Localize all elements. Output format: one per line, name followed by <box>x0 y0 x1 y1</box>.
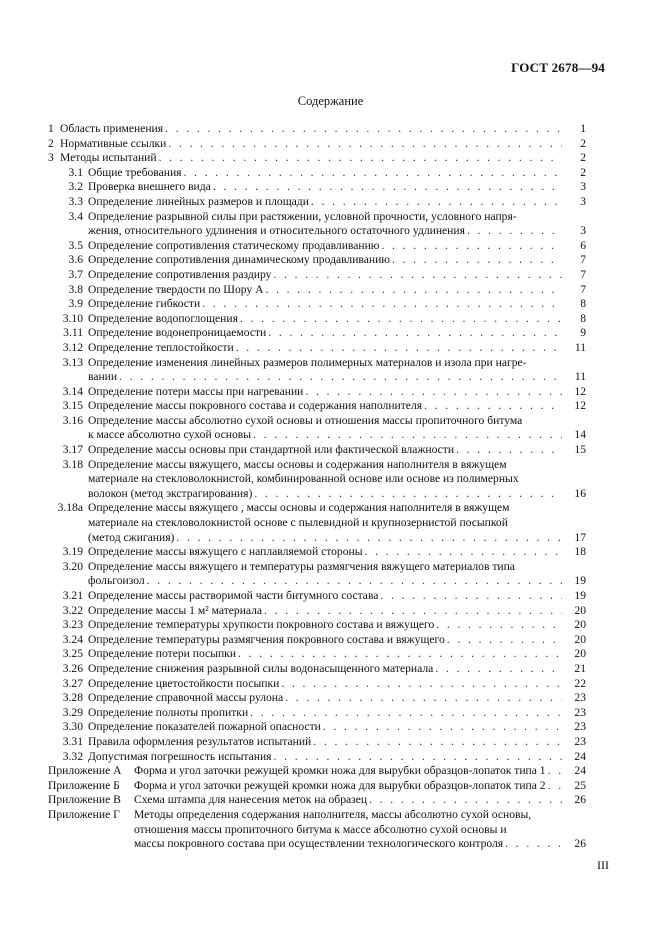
toc-entry-page: 24 <box>574 749 586 763</box>
toc-entry-number: 3.31 <box>62 734 83 748</box>
table-of-contents <box>48 122 586 852</box>
toc-entry <box>48 618 586 633</box>
toc-entry-number: 3.21 <box>62 589 83 602</box>
toc-entry <box>48 239 586 254</box>
toc-entry-page: 15 <box>574 443 586 457</box>
toc-entry-page: 2 <box>580 165 586 179</box>
toc-entry-text: Определение массы основы при стандартной или фактической влажности <box>88 443 455 457</box>
toc-entry-text: жения, относительного удлинения и относительного остаточного удлинения <box>88 224 465 238</box>
toc-entry-text: Определение температуры размягчения покровного состава и вяжущего <box>88 632 445 646</box>
toc-entry <box>48 151 586 166</box>
toc-entry-text: Общие требования <box>88 165 182 179</box>
toc-entry-text: Определение массы абсолютно сухой основы и отношения массы пропиточного битума <box>88 413 523 427</box>
toc-entry <box>48 545 586 560</box>
toc-entry-text: Определение водонепроницаемости <box>88 326 267 340</box>
toc-entry-page: 24 <box>574 764 586 778</box>
toc-entry-number: 2 <box>48 136 54 150</box>
toc-entry-text: к массе абсолютно сухой основы <box>88 428 252 442</box>
toc-entry <box>48 793 586 808</box>
toc-entry-page: 23 <box>574 691 586 705</box>
toc-entry-text: Определение гибкости <box>88 297 201 311</box>
toc-entry-page: 19 <box>574 589 586 602</box>
toc-entry-text: Определение изменения линейных размеров полимерных материалов и изола при нагре- <box>88 355 527 369</box>
toc-entry-number: 3.16 <box>62 413 83 427</box>
dot-leader <box>264 604 562 619</box>
toc-entry <box>48 312 586 327</box>
toc-entry-text: Определение массы растворимой части битумного состава <box>88 589 379 602</box>
dot-leader <box>184 166 562 181</box>
toc-entry-text: Нормативные ссылки <box>60 136 167 150</box>
toc-entry-text: Определение массы 1 м² материала <box>88 603 263 617</box>
toc-entry-page: 18 <box>574 545 586 559</box>
toc-entry <box>48 560 586 589</box>
toc-entry-page: 11 <box>574 340 586 354</box>
toc-entry <box>48 399 586 414</box>
toc-entry-page: 7 <box>580 282 586 296</box>
toc-entry-text: Правила оформления результатов испытаний <box>88 734 312 748</box>
toc-entry-number: 3.14 <box>62 384 83 398</box>
toc-entry-number: 3.17 <box>62 443 83 457</box>
toc-entry-number: 3.25 <box>62 647 83 661</box>
toc-entry-page: 20 <box>574 647 586 661</box>
dot-leader <box>548 779 562 794</box>
toc-entry <box>48 195 586 210</box>
toc-title: Содержание <box>297 94 364 108</box>
toc-entry-text: волокон (метод экстрагирования) <box>88 486 253 500</box>
toc-entry <box>48 589 586 604</box>
toc-entry-number: 3.13 <box>62 355 83 369</box>
toc-entry-page: 23 <box>574 734 586 748</box>
toc-entry-text: Определение массы вяжущего, массы основы и содержания наполнителя в вяжущем <box>88 457 507 471</box>
toc-entry-page: 8 <box>580 297 586 311</box>
toc-entry-page: 23 <box>574 720 586 734</box>
toc-entry <box>48 677 586 692</box>
toc-entry <box>48 326 586 341</box>
dot-leader <box>265 283 562 298</box>
toc-entry-page: 3 <box>580 180 586 194</box>
dot-leader <box>467 224 562 239</box>
dot-leader <box>168 137 562 152</box>
dot-leader <box>392 253 562 268</box>
toc-entry-page: 3 <box>580 224 586 238</box>
toc-entry-page: 7 <box>580 267 586 281</box>
toc-entry-text: Форма и угол заточки режущей кромки ножа для вырубки образцов-лопаток типа 1 <box>134 764 546 778</box>
toc-entry <box>48 706 586 721</box>
toc-entry-number: 3.2 <box>68 180 83 194</box>
toc-entry-page: 7 <box>580 253 586 267</box>
toc-entry <box>48 180 586 195</box>
dot-leader <box>505 837 562 852</box>
dot-leader <box>202 297 562 312</box>
toc-entry-text: Определение температуры хрупкости покровного состава и вяжущего <box>88 618 435 632</box>
dot-leader <box>447 633 562 648</box>
toc-entry-text: Определение массы покровного состава и содержания наполнителя <box>88 399 423 413</box>
toc-entry <box>48 253 586 268</box>
toc-entry-text: Область применения <box>60 122 164 135</box>
toc-entry-text: материале на стекловолокнистой, комбинированной основе или основе из полимерных <box>88 472 519 486</box>
document-code: ГОСТ 2678—94 <box>511 60 605 75</box>
dot-leader <box>311 195 562 210</box>
toc-entry-page: 8 <box>580 311 586 325</box>
toc-entry-number: 3.30 <box>62 720 83 734</box>
toc-entry-number: Приложение В <box>48 793 121 807</box>
toc-entry-number: 3.8 <box>68 282 83 296</box>
toc-entry-number: 3.11 <box>63 326 83 340</box>
toc-entry <box>48 750 586 765</box>
toc-entry <box>48 283 586 298</box>
page-number: III <box>597 858 609 872</box>
toc-entry-page: 9 <box>580 326 586 340</box>
toc-entry-text: Определение линейных размеров и площади <box>88 194 309 208</box>
toc-entry-text: вании <box>88 370 118 384</box>
dot-leader <box>281 677 562 692</box>
toc-entry-text: материале на стекловолокнистой основе с пылевидной и крупнозернистой посыпкой <box>88 516 508 530</box>
toc-entry-page: 6 <box>580 238 586 252</box>
toc-entry-number: 3.28 <box>62 691 83 705</box>
toc-entry-text: Определение водопоглощения <box>88 311 238 325</box>
dot-leader <box>436 618 562 633</box>
toc-entry-number: 3.4 <box>68 209 83 223</box>
toc-entry-number: 3.15 <box>62 399 83 413</box>
toc-entry-number: 3 <box>48 151 54 165</box>
dot-leader <box>548 764 562 779</box>
toc-entry-number: 3.19 <box>62 545 83 559</box>
toc-entry <box>48 458 586 502</box>
dot-leader <box>456 443 562 458</box>
toc-entry-page: 2 <box>580 151 586 165</box>
toc-entry-text: Определение сопротивления динамическому продавливанию <box>88 253 390 267</box>
toc-entry-text: Форма и угол заточки режущей кромки ножа для вырубки образцов-лопаток типа 2 <box>134 778 546 792</box>
toc-entry-page: 16 <box>574 486 586 500</box>
toc-entry-page: 1 <box>580 122 586 135</box>
dot-leader <box>268 326 562 341</box>
toc-entry-text: Определение сопротивления раздиру <box>88 267 272 281</box>
dot-leader <box>285 691 562 706</box>
toc-entry-number: 1 <box>48 122 54 135</box>
toc-entry <box>48 166 586 181</box>
toc-entry-text: Определение массы вяжущего , массы основы и содержания наполнителя в вяжущем <box>88 501 510 515</box>
toc-entry-number: 3.12 <box>62 340 83 354</box>
toc-entry-page: 26 <box>574 793 586 807</box>
toc-entry-number: 3.6 <box>68 253 83 267</box>
toc-entry <box>48 414 586 443</box>
dot-leader <box>253 428 562 443</box>
toc-entry-text: (метод сжигания) <box>88 530 175 544</box>
dot-leader <box>274 750 562 765</box>
toc-entry <box>48 735 586 750</box>
toc-entry-number: 3.22 <box>62 603 83 617</box>
toc-entry <box>48 356 586 385</box>
dot-leader <box>250 706 562 721</box>
dot-leader <box>323 720 562 735</box>
toc-entry <box>48 647 586 662</box>
toc-entry-page: 14 <box>574 428 586 442</box>
toc-entry-page: 22 <box>574 676 586 690</box>
toc-entry-text: Схема штампа для нанесения меток на образец <box>134 793 368 807</box>
dot-leader <box>147 574 562 589</box>
toc-entry-number: 3.26 <box>62 661 83 675</box>
toc-entry <box>48 122 586 137</box>
toc-entry-page: 23 <box>574 705 586 719</box>
toc-entry <box>48 268 586 283</box>
toc-entry-page: 20 <box>574 632 586 646</box>
toc-entry-number: 3.10 <box>62 311 83 325</box>
dot-leader <box>369 793 562 808</box>
toc-entry <box>48 443 586 458</box>
toc-entry-page: 12 <box>574 399 586 413</box>
toc-entry-number: 3.7 <box>68 267 83 281</box>
toc-entry-number: Приложение Г <box>48 807 120 821</box>
toc-entry-text: Определение массы вяжущего с наплавляемой стороны <box>88 545 363 559</box>
dot-leader <box>273 268 562 283</box>
dot-leader <box>313 735 562 750</box>
toc-entry-number: 3.9 <box>68 297 83 311</box>
toc-entry-number: 3.18а <box>57 501 83 515</box>
toc-entry-text: массы покровного состава при осуществлении технологического контроля <box>134 837 504 851</box>
toc-entry <box>48 297 586 312</box>
dot-leader <box>119 370 562 385</box>
toc-entry-text: Определение показателей пожарной опасности <box>88 720 321 734</box>
toc-entry <box>48 764 586 779</box>
toc-entry <box>48 385 586 400</box>
toc-entry <box>48 137 586 152</box>
toc-entry-text: Определение твердости по Шору А <box>88 282 264 296</box>
toc-entry-page: 11 <box>574 370 586 384</box>
toc-entry <box>48 501 586 545</box>
dot-leader <box>236 341 562 356</box>
toc-entry-text: Определение справочной массы рулона <box>88 691 284 705</box>
toc-entry <box>48 720 586 735</box>
dot-leader <box>240 312 562 327</box>
toc-entry-number: 3.29 <box>62 705 83 719</box>
toc-entry-text: Допустимая погрешность испытания <box>88 749 272 763</box>
toc-entry-number: Приложение А <box>48 764 122 778</box>
toc-entry-text: Определение разрывной силы при растяжении, условной прочности, условного напря- <box>88 209 517 223</box>
dot-leader <box>435 662 562 677</box>
toc-entry-text: Проверка внешнего вида <box>88 180 211 194</box>
toc-entry <box>48 808 586 852</box>
dot-leader <box>254 487 562 502</box>
toc-entry-page: 17 <box>574 530 586 544</box>
toc-entry <box>48 341 586 356</box>
toc-entry-text: Определение снижения разрывной силы водонасыщенного материала <box>88 661 434 675</box>
dot-leader <box>165 122 562 137</box>
toc-entry-text: отношения массы пропиточного битума к массе абсолютно сухой основы и <box>134 822 507 836</box>
toc-entry <box>48 662 586 677</box>
dot-leader <box>176 531 562 546</box>
toc-entry-text: фольгоизол <box>88 574 145 588</box>
dot-leader <box>365 545 562 560</box>
toc-entry <box>48 633 586 648</box>
toc-entry <box>48 604 586 619</box>
toc-entry-text: Методы определения содержания наполнителя, массы абсолютно сухой основы, <box>134 807 532 821</box>
toc-entry-text: Определение массы вяжущего и температуры размягчения вяжущего материалов типа <box>88 559 515 573</box>
toc-entry-text: Определение сопротивления статическому продавливанию <box>88 238 380 252</box>
toc-entry-page: 3 <box>580 194 586 208</box>
toc-entry-text: Определение теплостойкости <box>88 340 234 354</box>
dot-leader <box>305 385 562 400</box>
toc-entry-page: 21 <box>574 661 586 675</box>
toc-entry-text: Определение потери посыпки <box>88 647 237 661</box>
toc-entry-number: 3.20 <box>62 559 83 573</box>
dot-leader <box>213 180 562 195</box>
toc-entry-text: Определение цветостойкости посыпки <box>88 676 280 690</box>
toc-entry-page: 20 <box>574 603 586 617</box>
toc-entry-number: 3.5 <box>68 238 83 252</box>
toc-entry-text: Методы испытаний <box>60 151 157 165</box>
toc-entry-text: Определение полноты пропитки <box>88 705 249 719</box>
toc-entry <box>48 691 586 706</box>
toc-entry-page: 25 <box>574 778 586 792</box>
toc-entry-page: 19 <box>574 574 586 588</box>
toc-entry-text: Определение потери массы при нагревании <box>88 384 304 398</box>
toc-entry-page: 26 <box>574 837 586 851</box>
toc-entry-number: 3.18 <box>62 457 83 471</box>
dot-leader <box>380 589 562 604</box>
toc-entry-page: 20 <box>574 618 586 632</box>
toc-entry-number: 3.1 <box>68 165 83 179</box>
toc-entry-number: Приложение Б <box>48 778 120 792</box>
dot-leader <box>159 151 562 166</box>
toc-entry <box>48 210 586 239</box>
toc-entry <box>48 779 586 794</box>
toc-entry-number: 3.27 <box>62 676 83 690</box>
toc-entry-page: 12 <box>574 384 586 398</box>
toc-entry-number: 3.32 <box>62 749 83 763</box>
dot-leader <box>424 399 562 414</box>
toc-entry-number: 3.3 <box>68 194 83 208</box>
toc-entry-number: 3.24 <box>62 632 83 646</box>
toc-entry-number: 3.23 <box>62 618 83 632</box>
toc-entry-page: 2 <box>580 136 586 150</box>
dot-leader <box>381 239 562 254</box>
dot-leader <box>238 647 562 662</box>
